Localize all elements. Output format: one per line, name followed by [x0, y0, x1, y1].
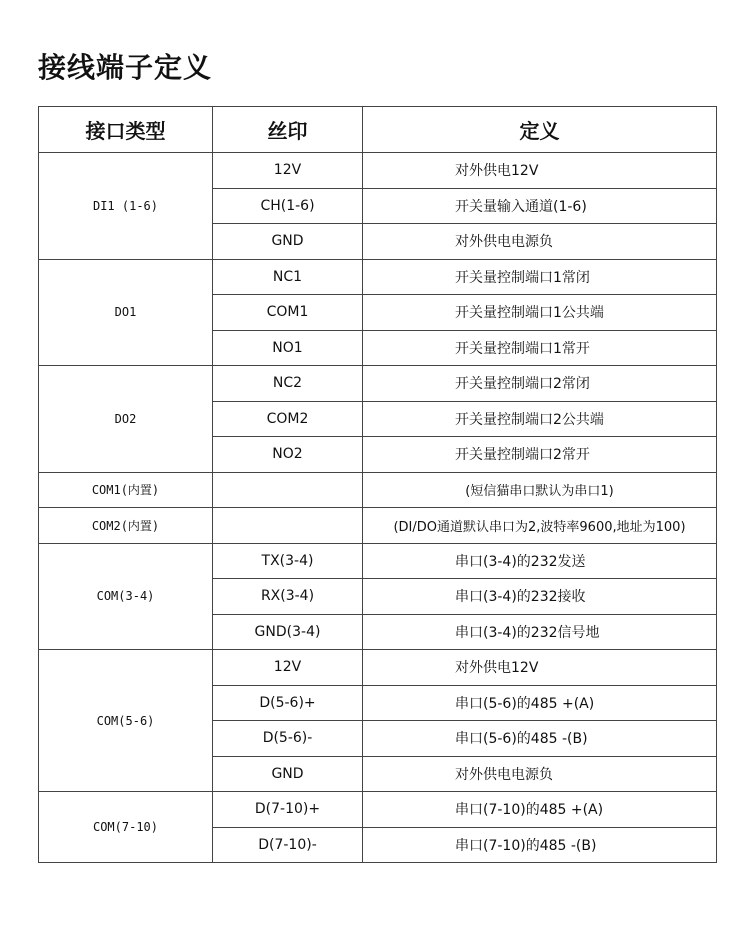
silkscreen-cell: NO2 — [213, 437, 363, 473]
table-row — [39, 650, 717, 686]
table-row — [39, 259, 717, 295]
silkscreen-cell: NO1 — [213, 330, 363, 366]
definition-cell: 串口(5-6)的485 -(B) — [363, 721, 717, 757]
silkscreen-cell: 12V — [213, 650, 363, 686]
definition-cell: (短信猫串口默认为串口1) — [363, 472, 717, 508]
definition-cell: 对外供电电源负 — [363, 756, 717, 792]
interface-type-cell: COM1(内置) — [39, 472, 213, 508]
silkscreen-cell: RX(3-4) — [213, 579, 363, 615]
definition-cell: 开关量控制端口1常开 — [363, 330, 717, 366]
interface-type-cell: DO1 — [39, 259, 213, 366]
header-definition: 定义 — [363, 107, 717, 153]
terminal-definition-table — [38, 106, 717, 863]
silkscreen-cell: NC1 — [213, 259, 363, 295]
silkscreen-cell: TX(3-4) — [213, 543, 363, 579]
silkscreen-cell: D(5-6)- — [213, 721, 363, 757]
interface-type-cell: COM(5-6) — [39, 650, 213, 792]
definition-cell: 对外供电12V — [363, 650, 717, 686]
definition-cell: 对外供电12V — [363, 153, 717, 189]
header-interface-type: 接口类型 — [39, 107, 213, 153]
definition-cell: 开关量输入通道(1-6) — [363, 188, 717, 224]
definition-cell: 串口(3-4)的232发送 — [363, 543, 717, 579]
interface-type-cell: DO2 — [39, 366, 213, 473]
table-row — [39, 792, 717, 828]
definition-cell: 串口(7-10)的485 -(B) — [363, 827, 717, 863]
definition-cell: (DI/DO通道默认串口为2,波特率9600,地址为100) — [363, 508, 717, 544]
silkscreen-cell: D(5-6)+ — [213, 685, 363, 721]
page-title: 接线端子定义 — [38, 51, 213, 84]
silkscreen-cell: NC2 — [213, 366, 363, 402]
definition-cell: 开关量控制端口2常开 — [363, 437, 717, 473]
silkscreen-cell: D(7-10)- — [213, 827, 363, 863]
definition-cell: 串口(3-4)的232信号地 — [363, 614, 717, 650]
definition-cell: 对外供电电源负 — [363, 224, 717, 260]
silkscreen-cell: COM2 — [213, 401, 363, 437]
table-row — [39, 472, 717, 508]
silkscreen-cell: D(7-10)+ — [213, 792, 363, 828]
silkscreen-cell: CH(1-6) — [213, 188, 363, 224]
table-row — [39, 543, 717, 579]
table-row — [39, 153, 717, 189]
definition-cell: 开关量控制端口2公共端 — [363, 401, 717, 437]
silkscreen-cell: 12V — [213, 153, 363, 189]
header-silkscreen: 丝印 — [213, 107, 363, 153]
table-row — [39, 508, 717, 544]
table-row — [39, 366, 717, 402]
definition-cell: 开关量控制端口1公共端 — [363, 295, 717, 331]
definition-cell: 串口(7-10)的485 +(A) — [363, 792, 717, 828]
interface-type-cell: COM(7-10) — [39, 792, 213, 863]
definition-cell: 开关量控制端口1常闭 — [363, 259, 717, 295]
definition-cell: 串口(3-4)的232接收 — [363, 579, 717, 615]
definition-cell: 串口(5-6)的485 +(A) — [363, 685, 717, 721]
silkscreen-cell: GND(3-4) — [213, 614, 363, 650]
silkscreen-cell: GND — [213, 224, 363, 260]
interface-type-cell: DI1 (1-6) — [39, 153, 213, 260]
silkscreen-cell — [213, 508, 363, 544]
definition-cell: 开关量控制端口2常闭 — [363, 366, 717, 402]
silkscreen-cell: COM1 — [213, 295, 363, 331]
interface-type-cell: COM2(内置) — [39, 508, 213, 544]
silkscreen-cell — [213, 472, 363, 508]
interface-type-cell: COM(3-4) — [39, 543, 213, 650]
silkscreen-cell: GND — [213, 756, 363, 792]
table-header-row — [39, 107, 717, 153]
